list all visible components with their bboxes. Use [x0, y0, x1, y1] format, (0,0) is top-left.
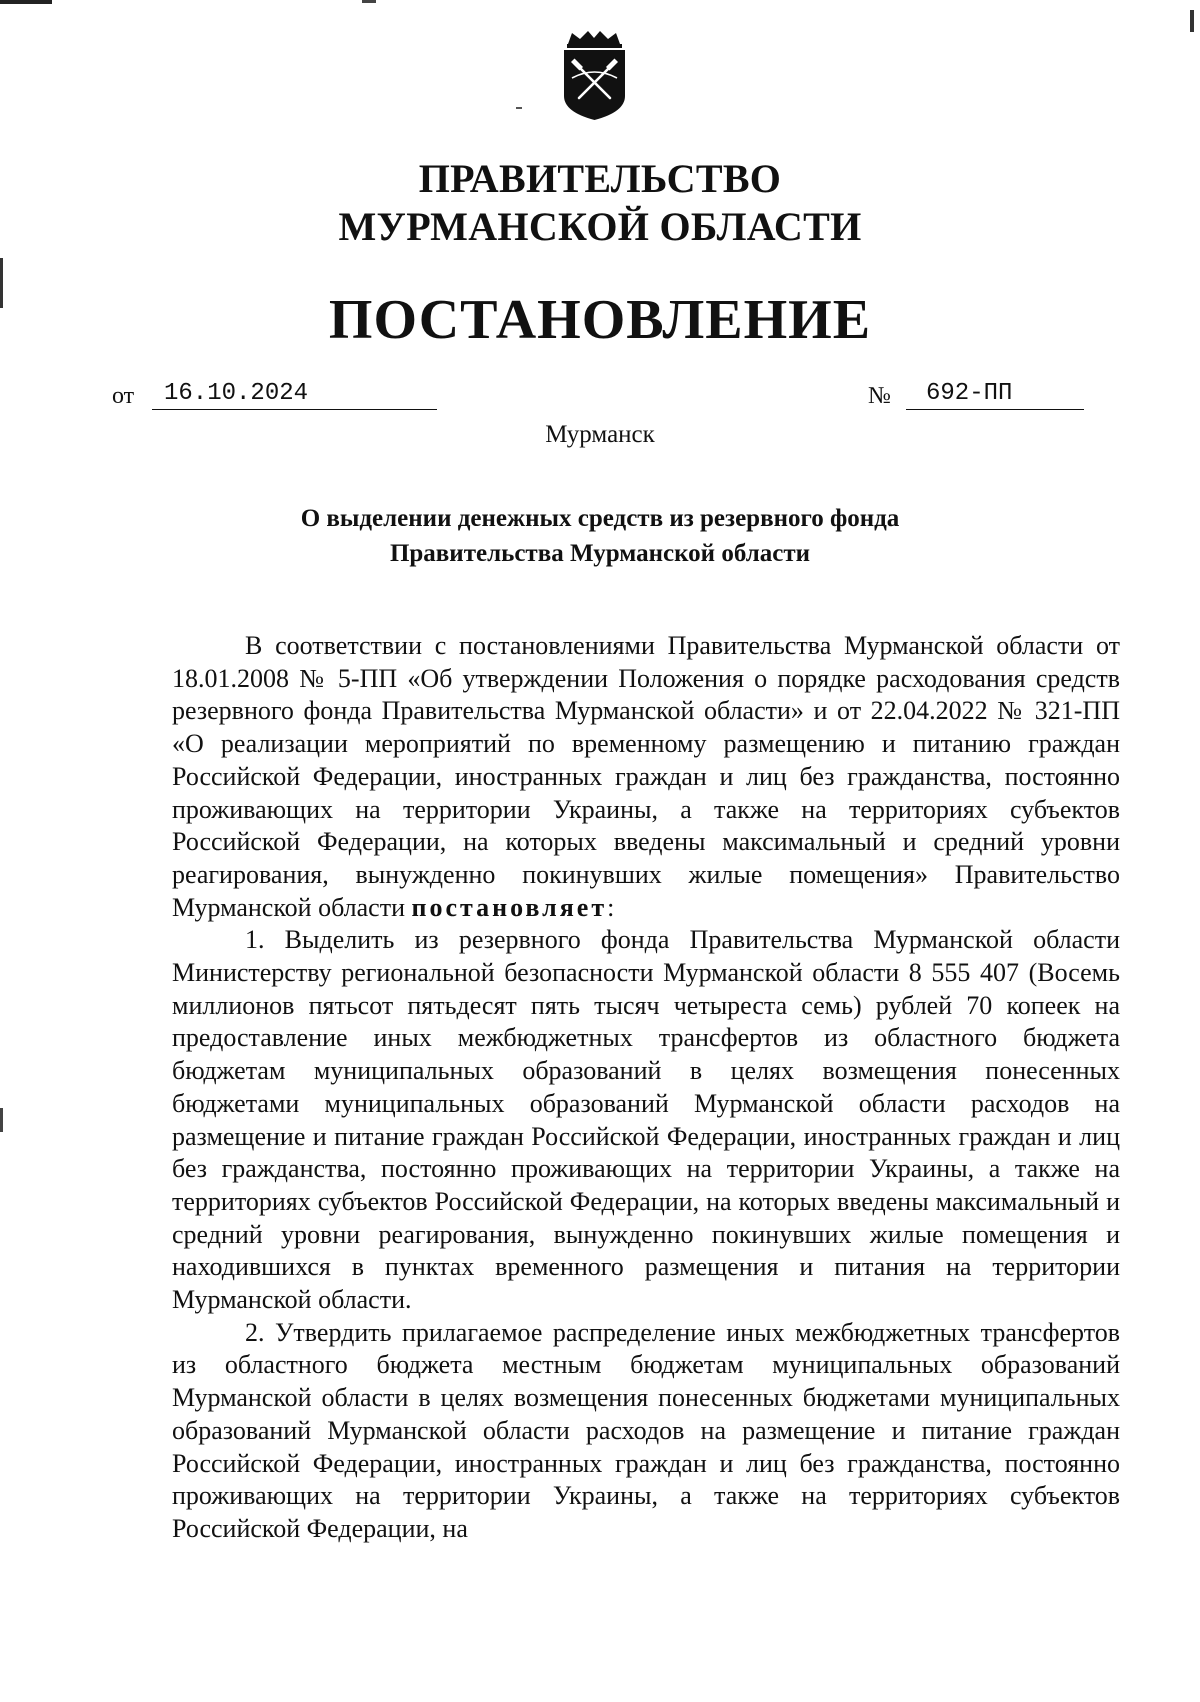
scan-artifact	[0, 0, 52, 4]
item-1-paragraph: 1. Выделить из резервного фонда Правительства Мурманской области Министерству региональной безопасности Мурманской области 8 555 407 (Восемь миллионов пятьсот пятьдесят пять тысяч четыреста семь) рублей 70 копеек на предоставление иных межбюджетных трансфертов из областного бюджета бюджетам муниципальных образований в целях возмещения понесенных бюджетами муниципальных образований Мурманской области расходов на размещение и питание граждан Российской Федерации, иностранных граждан и лиц без гражданства, постоянно проживающих на территории Украины, а также на территориях субъектов Российской Федерации, на которых введены максимальный и средний уровни реагирования, вынужденно покинувших жилые помещения и находившихся в пунктах временного размещения и питания на территории Мурманской области.	[172, 925, 1120, 1315]
document-number: 692-ПП	[906, 380, 1084, 410]
scan-artifact	[362, 0, 376, 3]
coat-of-arms-icon	[558, 30, 631, 122]
preamble-text: В соответствии с постановлениями Правительства Мурманской области от 18.01.2008 № 5-ПП «Об утверждении Положения о порядке расходования средств резервного фонда Правительства Мурманской области» и от 22.04.2022 № 321-ПП «О реализации мероприятий по временному размещению и питанию граждан Российской Федерации, иностранных граждан и лиц без гражданства, постоянно проживающих на территории Украины, а также на территориях субъектов Российской Федерации, на которых введены максимальный и средний уровни реагирования, вынужденно покинувших жилые помещения» Правительство Мурманской области	[172, 631, 1120, 922]
scan-artifact	[0, 1108, 3, 1132]
issuer-name-line1: ПРАВИТЕЛЬСТВО	[418, 156, 782, 201]
decree-punct: :	[607, 892, 615, 922]
document-date: 16.10.2024	[152, 380, 437, 410]
scan-artifact	[516, 107, 522, 109]
preamble-paragraph	[172, 630, 1120, 924]
issuer-name-line2: МУРМАНСКОЙ ОБЛАСТИ	[338, 204, 862, 249]
item-2-paragraph: 2. Утвердить прилагаемое распределение иных межбюджетных трансфертов из областного бюджета местным бюджетам муниципальных образований Мурманской области в целях возмещения понесенных бюджетами муниципальных образований Мурманской области расходов на размещение и питание граждан Российской Федерации, иностранных граждан и лиц без гражданства, постоянно проживающих на территории Украины, а также на территориях субъектов Российской Федерации, на	[172, 1317, 1120, 1543]
document-city: Мурманск	[545, 421, 655, 448]
document-body	[172, 630, 1120, 1546]
scan-artifact	[1190, 10, 1194, 32]
date-label: от	[112, 383, 135, 409]
decree-word: постановляет	[411, 892, 608, 922]
document-title	[0, 501, 1200, 571]
document-meta	[112, 380, 1088, 414]
title-line1: О выделении денежных средств из резервного фонда	[300, 505, 900, 532]
title-line2: Правительства Мурманской области	[389, 540, 811, 567]
number-label: №	[868, 383, 891, 409]
document-type: ПОСТАНОВЛЕНИЕ	[328, 289, 872, 351]
